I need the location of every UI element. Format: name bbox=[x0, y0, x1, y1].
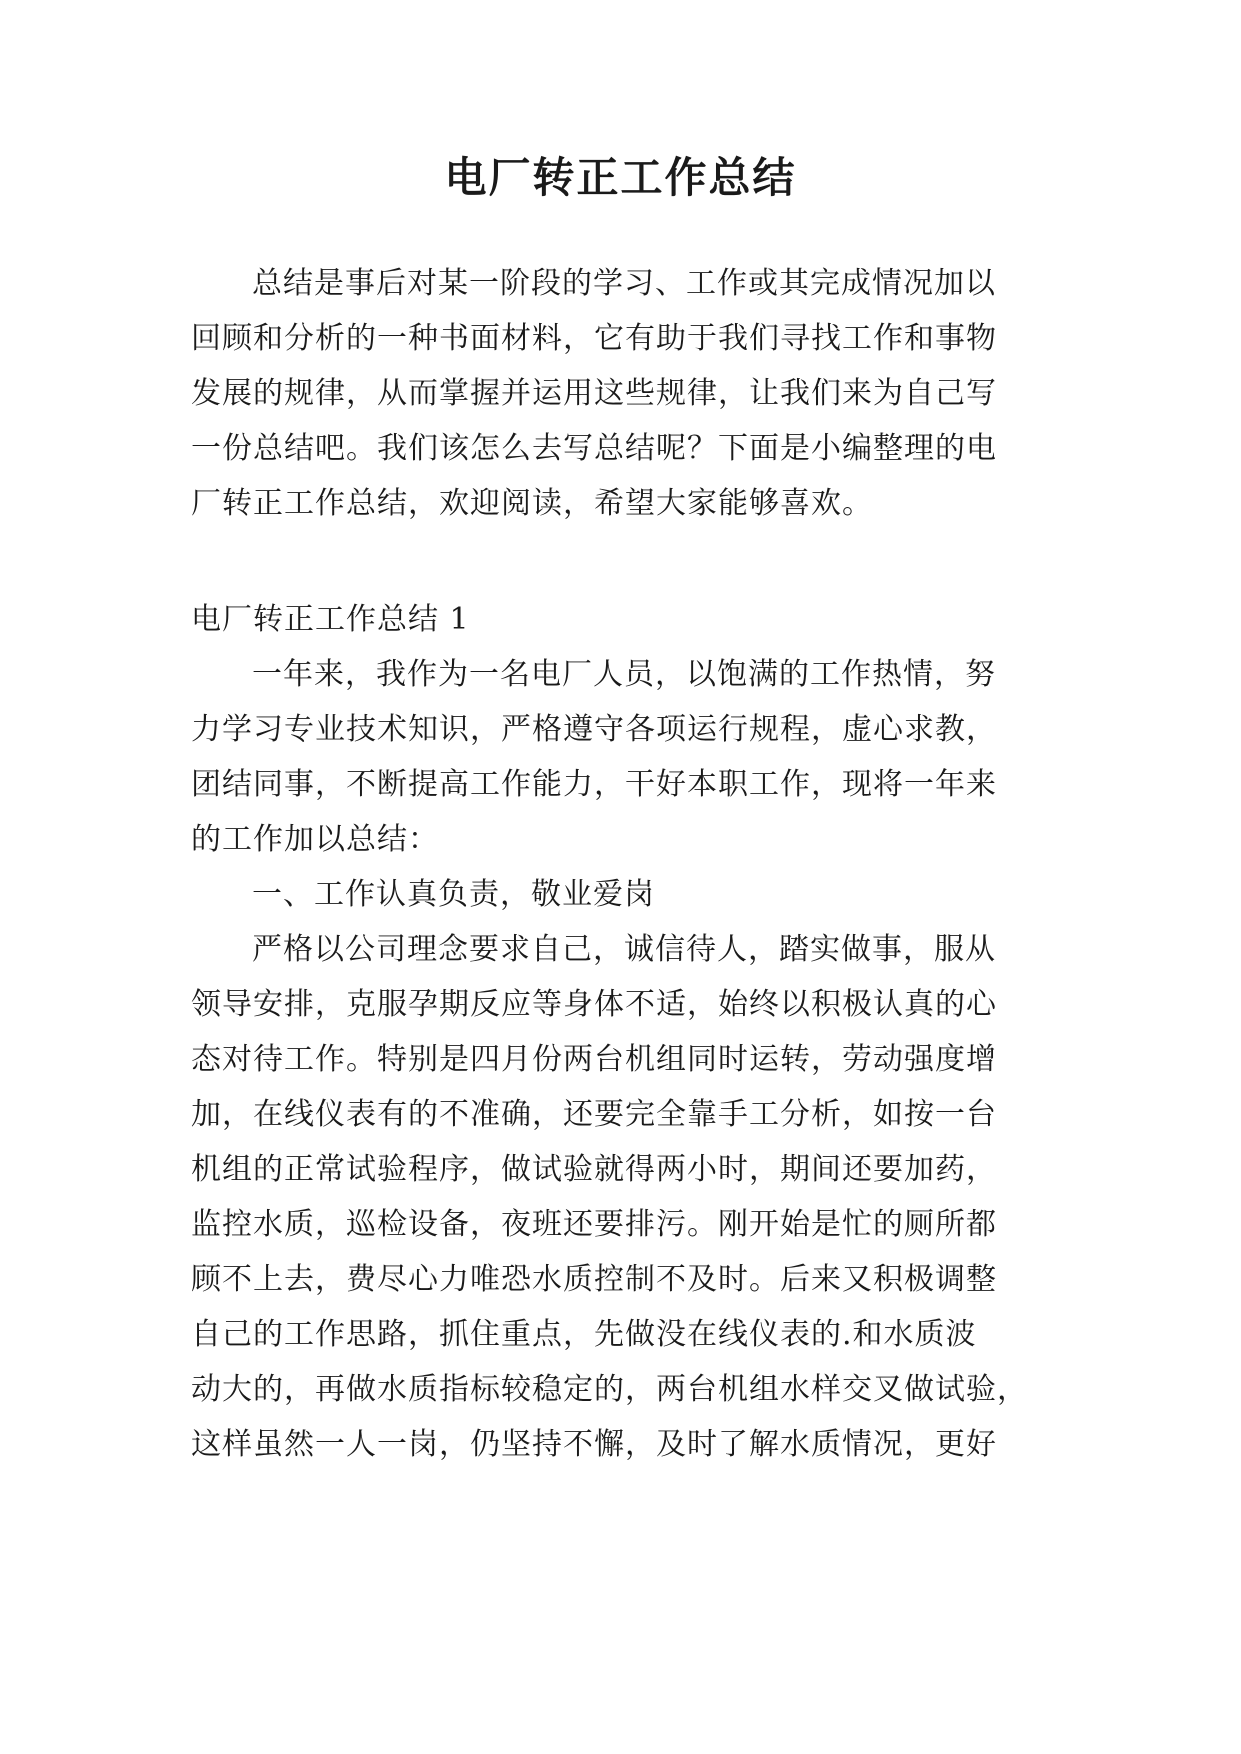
para2-line-5: 机组的正常试验程序，做试验就得两小时，期间还要加药， bbox=[191, 1152, 997, 1187]
intro-line-3: 发展的规律，从而掌握并运用这些规律，让我们来为自己写 bbox=[191, 376, 997, 411]
subheading: 一、工作认真负责，敬业爱岗 bbox=[252, 877, 655, 912]
para2-line-8: 自己的工作思路，抓住重点，先做没在线仪表的.和水质波 bbox=[191, 1317, 977, 1352]
para2-line-10: 这样虽然一人一岗，仍坚持不懈，及时了解水质情况，更好 bbox=[191, 1427, 997, 1462]
intro-line-4: 一份总结吧。我们该怎么去写总结呢？下面是小编整理的电 bbox=[191, 431, 997, 466]
para2-line-9: 动大的，再做水质指标较稳定的，两台机组水样交叉做试验， bbox=[191, 1372, 1028, 1407]
para2-line-6: 监控水质，巡检设备，夜班还要排污。刚开始是忙的厕所都 bbox=[191, 1207, 997, 1242]
para2-line-4: 加，在线仪表有的不准确，还要完全靠手工分析，如按一台 bbox=[191, 1097, 997, 1132]
para1-line-1: 一年来，我作为一名电厂人员，以饱满的工作热情，努 bbox=[252, 657, 996, 692]
para2-line-7: 顾不上去，费尽心力唯恐水质控制不及时。后来又积极调整 bbox=[191, 1262, 997, 1297]
intro-line-2: 回顾和分析的一种书面材料，它有助于我们寻找工作和事物 bbox=[191, 321, 997, 356]
para2-line-3: 态对待工作。特别是四月份两台机组同时运转，劳动强度增 bbox=[191, 1042, 997, 1077]
para1-line-2: 力学习专业技术知识，严格遵守各项运行规程，虚心求教， bbox=[191, 712, 997, 747]
intro-line-1: 总结是事后对某一阶段的学习、工作或其完成情况加以 bbox=[252, 266, 996, 301]
document-title: 电厂转正工作总结 bbox=[444, 153, 797, 202]
para1-line-3: 团结同事，不断提高工作能力，干好本职工作，现将一年来 bbox=[191, 767, 997, 802]
para2-line-2: 领导安排，克服孕期反应等身体不适，始终以积极认真的心 bbox=[191, 987, 997, 1022]
para2-line-1: 严格以公司理念要求自己，诚信待人，踏实做事，服从 bbox=[252, 932, 996, 967]
intro-line-5: 厂转正工作总结，欢迎阅读，希望大家能够喜欢。 bbox=[191, 486, 873, 521]
para1-line-4: 的工作加以总结： bbox=[191, 822, 439, 857]
section-heading: 电厂转正工作总结 1 bbox=[191, 602, 470, 637]
